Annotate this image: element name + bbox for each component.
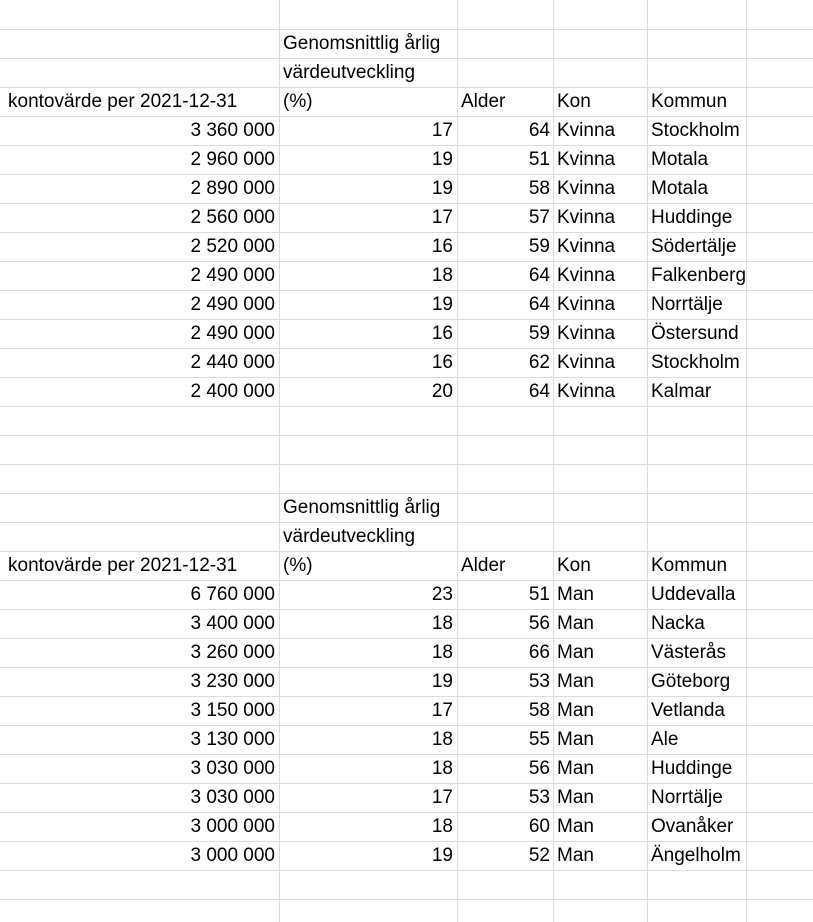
row-gridline: [0, 899, 813, 900]
cell-age[interactable]: 51: [528, 149, 550, 170]
cell-growth[interactable]: 19: [431, 671, 453, 692]
cell-municipality[interactable]: Motala: [651, 149, 709, 170]
row-gridline: [0, 783, 813, 784]
row-gridline: [0, 667, 813, 668]
cell-account-value[interactable]: 2 560 000: [190, 207, 275, 228]
cell-age[interactable]: 53: [528, 671, 550, 692]
row-gridline: [0, 58, 813, 59]
cell-municipality[interactable]: Göteborg: [651, 671, 731, 692]
cell-account-value[interactable]: 2 520 000: [190, 236, 275, 257]
cell-growth[interactable]: 18: [431, 758, 453, 779]
cell-growth[interactable]: 18: [431, 729, 453, 750]
cell-age[interactable]: 59: [528, 323, 550, 344]
header-growth-line3[interactable]: (%): [283, 91, 313, 112]
cell-gender[interactable]: Kvinna: [557, 381, 616, 402]
header-account-value[interactable]: kontovärde per 2021-12-31: [8, 555, 238, 576]
cell-growth[interactable]: 18: [431, 816, 453, 837]
cell-account-value[interactable]: 3 260 000: [190, 642, 275, 663]
cell-municipality[interactable]: Ängelholm: [651, 845, 741, 866]
cell-account-value[interactable]: 2 490 000: [190, 294, 275, 315]
cell-growth[interactable]: 19: [431, 294, 453, 315]
cell-account-value[interactable]: 3 230 000: [190, 671, 275, 692]
row-gridline: [0, 551, 813, 552]
header-growth-line1[interactable]: Genomsnittlig årlig: [283, 497, 441, 518]
cell-municipality[interactable]: Vetlanda: [651, 700, 725, 721]
cell-account-value[interactable]: 6 760 000: [190, 584, 275, 605]
row-gridline: [0, 174, 813, 175]
cell-municipality[interactable]: Norrtälje: [651, 787, 723, 808]
cell-gender[interactable]: Kvinna: [557, 178, 616, 199]
cell-gender[interactable]: Kvinna: [557, 323, 616, 344]
row-gridline: [0, 435, 813, 436]
cell-gender[interactable]: Man: [557, 671, 594, 692]
cell-gender[interactable]: Man: [557, 700, 594, 721]
row-gridline: [0, 870, 813, 871]
cell-growth[interactable]: 19: [431, 149, 453, 170]
row-gridline: [0, 145, 813, 146]
row-gridline: [0, 754, 813, 755]
cell-age[interactable]: 53: [528, 787, 550, 808]
cell-account-value[interactable]: 3 030 000: [190, 758, 275, 779]
cell-gender[interactable]: Man: [557, 758, 594, 779]
row-gridline: [0, 406, 813, 407]
cell-age[interactable]: 62: [528, 352, 550, 373]
cell-municipality[interactable]: Falkenberg: [651, 265, 747, 286]
cell-gender[interactable]: Kvinna: [557, 265, 616, 286]
row-gridline: [0, 232, 813, 233]
header-age[interactable]: Alder: [461, 91, 506, 112]
cell-account-value[interactable]: 2 490 000: [190, 265, 275, 286]
row-gridline: [0, 377, 813, 378]
cell-municipality[interactable]: Nacka: [651, 613, 705, 634]
cell-gender[interactable]: Kvinna: [557, 352, 616, 373]
cell-gender[interactable]: Man: [557, 816, 594, 837]
header-growth-line2[interactable]: värdeutveckling: [283, 526, 416, 547]
cell-municipality[interactable]: Huddinge: [651, 207, 733, 228]
header-account-value[interactable]: kontovärde per 2021-12-31: [8, 91, 238, 112]
cell-growth[interactable]: 17: [431, 120, 453, 141]
cell-growth[interactable]: 18: [431, 642, 453, 663]
row-gridline: [0, 203, 813, 204]
cell-gender[interactable]: Man: [557, 787, 594, 808]
cell-municipality[interactable]: Stockholm: [651, 352, 740, 373]
row-gridline: [0, 580, 813, 581]
cell-gender[interactable]: Man: [557, 642, 594, 663]
cell-account-value[interactable]: 3 000 000: [190, 816, 275, 837]
cell-account-value[interactable]: 2 400 000: [190, 381, 275, 402]
row-gridline: [0, 29, 813, 30]
cell-municipality[interactable]: Huddinge: [651, 758, 733, 779]
cell-municipality[interactable]: Östersund: [651, 323, 739, 344]
cell-growth[interactable]: 20: [431, 381, 453, 402]
cell-gender[interactable]: Kvinna: [557, 294, 616, 315]
row-gridline: [0, 725, 813, 726]
header-growth-line1[interactable]: Genomsnittlig årlig: [283, 33, 441, 54]
cell-growth[interactable]: 17: [431, 787, 453, 808]
cell-age[interactable]: 57: [528, 207, 550, 228]
cell-account-value[interactable]: 3 030 000: [190, 787, 275, 808]
cell-gender[interactable]: Kvinna: [557, 149, 616, 170]
cell-municipality[interactable]: Uddevalla: [651, 584, 736, 605]
cell-age[interactable]: 64: [528, 381, 550, 402]
header-age[interactable]: Alder: [461, 555, 506, 576]
header-gender[interactable]: Kon: [557, 91, 591, 112]
header-municipality[interactable]: Kommun: [651, 91, 728, 112]
cell-growth[interactable]: 23: [431, 584, 453, 605]
cell-gender[interactable]: Kvinna: [557, 207, 616, 228]
row-gridline: [0, 348, 813, 349]
cell-age[interactable]: 64: [528, 294, 550, 315]
cell-age[interactable]: 52: [528, 845, 550, 866]
cell-age[interactable]: 58: [528, 178, 550, 199]
cell-gender[interactable]: Man: [557, 584, 594, 605]
cell-account-value[interactable]: 3 000 000: [190, 845, 275, 866]
cell-age[interactable]: 51: [528, 584, 550, 605]
cell-account-value[interactable]: 3 360 000: [190, 120, 275, 141]
row-gridline: [0, 319, 813, 320]
cell-age[interactable]: 56: [528, 758, 550, 779]
row-gridline: [0, 638, 813, 639]
cell-account-value[interactable]: 3 130 000: [190, 729, 275, 750]
row-gridline: [0, 812, 813, 813]
cell-growth[interactable]: 17: [431, 207, 453, 228]
header-municipality[interactable]: Kommun: [651, 555, 728, 576]
cell-age[interactable]: 66: [528, 642, 550, 663]
row-gridline: [0, 464, 813, 465]
cell-municipality[interactable]: Södertälje: [651, 236, 737, 257]
cell-account-value[interactable]: 2 960 000: [190, 149, 275, 170]
row-gridline: [0, 87, 813, 88]
cell-municipality[interactable]: Stockholm: [651, 120, 740, 141]
cell-gender[interactable]: Man: [557, 613, 594, 634]
cell-gender[interactable]: Man: [557, 729, 594, 750]
cell-growth[interactable]: 19: [431, 178, 453, 199]
header-gender[interactable]: Kon: [557, 555, 591, 576]
row-gridline: [0, 696, 813, 697]
header-growth-line3[interactable]: (%): [283, 555, 313, 576]
cell-municipality[interactable]: Ovanåker: [651, 816, 734, 837]
cell-gender[interactable]: Kvinna: [557, 236, 616, 257]
row-gridline: [0, 116, 813, 117]
cell-growth[interactable]: 16: [431, 236, 453, 257]
cell-age[interactable]: 56: [528, 613, 550, 634]
cell-gender[interactable]: Man: [557, 845, 594, 866]
cell-municipality[interactable]: Västerås: [651, 642, 726, 663]
cell-growth[interactable]: 18: [431, 613, 453, 634]
row-gridline: [0, 493, 813, 494]
cell-age[interactable]: 60: [528, 816, 550, 837]
cell-growth[interactable]: 16: [431, 323, 453, 344]
row-gridline: [0, 522, 813, 523]
cell-account-value[interactable]: 2 440 000: [190, 352, 275, 373]
cell-age[interactable]: 58: [528, 700, 550, 721]
header-growth-line2[interactable]: värdeutveckling: [283, 62, 416, 83]
cell-account-value[interactable]: 3 400 000: [190, 613, 275, 634]
row-gridline: [0, 290, 813, 291]
row-gridline: [0, 841, 813, 842]
cell-municipality[interactable]: Motala: [651, 178, 709, 199]
cell-age[interactable]: 64: [528, 120, 550, 141]
cell-age[interactable]: 59: [528, 236, 550, 257]
cell-municipality[interactable]: Kalmar: [651, 381, 712, 402]
row-gridline: [0, 609, 813, 610]
cell-age[interactable]: 55: [528, 729, 550, 750]
row-gridline: [0, 261, 813, 262]
cell-growth[interactable]: 17: [431, 700, 453, 721]
cell-municipality[interactable]: Ale: [651, 729, 679, 750]
cell-growth[interactable]: 19: [431, 845, 453, 866]
cell-growth[interactable]: 18: [431, 265, 453, 286]
cell-growth[interactable]: 16: [431, 352, 453, 373]
cell-account-value[interactable]: 2 490 000: [190, 323, 275, 344]
cell-gender[interactable]: Kvinna: [557, 120, 616, 141]
cell-account-value[interactable]: 2 890 000: [190, 178, 275, 199]
cell-municipality[interactable]: Norrtälje: [651, 294, 723, 315]
cell-age[interactable]: 64: [528, 265, 550, 286]
cell-account-value[interactable]: 3 150 000: [190, 700, 275, 721]
